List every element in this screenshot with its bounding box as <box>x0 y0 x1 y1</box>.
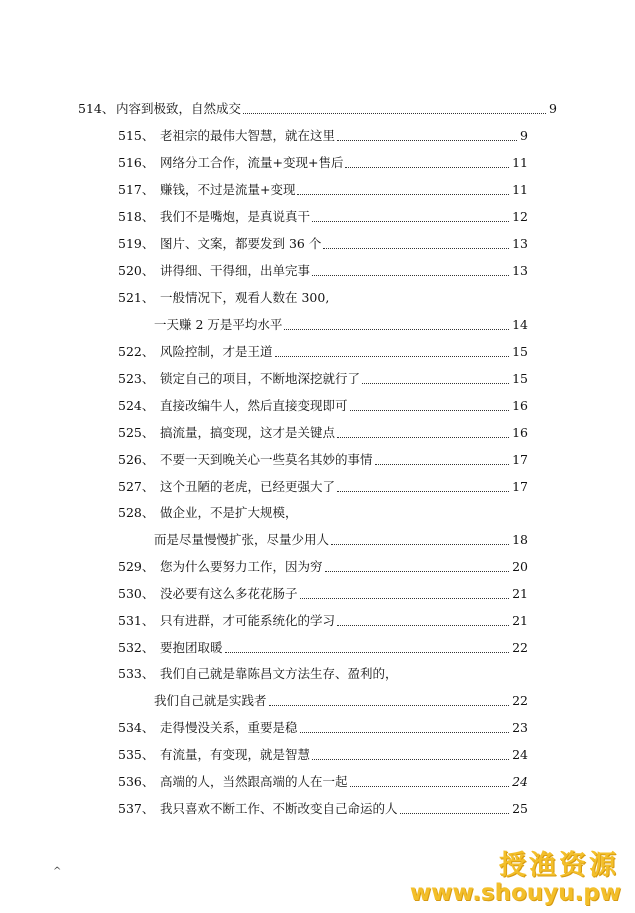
toc-entry[interactable] <box>154 317 528 333</box>
toc-title: 没必要有这么多花花肠子 <box>160 586 298 601</box>
toc-page-number: 13 <box>512 263 528 278</box>
toc-page-number: 13 <box>512 236 528 251</box>
toc-page-number: 24 <box>512 774 528 789</box>
toc-page-number: 12 <box>512 209 528 224</box>
toc-page-number: 16 <box>512 398 528 413</box>
toc-title: 我只喜欢不断工作、不断改变自己命运的人 <box>160 801 398 816</box>
toc-number: 515、 <box>118 128 155 143</box>
footer-mark: ^ <box>53 866 62 877</box>
toc-leader-dots <box>300 597 510 599</box>
toc-page-number: 21 <box>512 613 528 628</box>
toc-leader-dots <box>350 785 510 787</box>
toc-title: 不要一天到晚关心一些莫名其妙的事情 <box>160 452 373 467</box>
toc-page-number: 16 <box>512 425 528 440</box>
toc-number: 529、 <box>118 559 155 574</box>
toc-page-number: 20 <box>512 559 528 574</box>
toc-entry[interactable] <box>118 182 528 198</box>
toc-entry[interactable] <box>118 209 528 225</box>
toc-title: 锁定自己的项目，不断地深挖就行了 <box>160 371 361 386</box>
watermark-url: www.shouyu.pw <box>409 880 621 906</box>
toc-page-number: 22 <box>512 640 528 655</box>
toc-number: 520、 <box>118 263 155 278</box>
toc-leader-dots <box>325 570 510 572</box>
toc-leader-dots <box>323 247 509 249</box>
toc-entry[interactable] <box>118 398 528 414</box>
toc-entry[interactable] <box>118 263 528 279</box>
toc-number: 518、 <box>118 209 155 224</box>
toc-number: 519、 <box>118 236 155 251</box>
toc-number: 534、 <box>118 720 155 735</box>
toc-number: 523、 <box>118 371 155 386</box>
toc-entry[interactable] <box>118 586 528 602</box>
toc-leader-dots <box>297 193 509 195</box>
toc-entry[interactable] <box>118 774 528 790</box>
toc-leader-dots <box>312 220 509 222</box>
toc-number: 526、 <box>118 452 155 467</box>
watermark-title: 授渔资源 <box>499 850 619 881</box>
toc-page-number: 23 <box>512 720 528 735</box>
toc-number: 522、 <box>118 344 155 359</box>
toc-page-number: 17 <box>512 479 528 494</box>
toc-number: 514、 <box>78 101 115 116</box>
toc-leader-dots <box>275 355 510 357</box>
toc-title-continued: 而是尽量慢慢扩张，尽量少用人 <box>154 532 330 547</box>
toc-number: 533、 <box>118 666 155 681</box>
toc-title: 您为什么要努力工作，因为穷 <box>160 559 323 574</box>
toc-title-continued: 我们自己就是实践者 <box>154 693 267 708</box>
toc-page-number: 25 <box>512 801 528 816</box>
toc-leader-dots <box>225 651 510 653</box>
toc-leader-dots <box>362 382 509 384</box>
toc-title: 一般情况下，观看人数在 300, <box>160 290 330 305</box>
toc-title: 风险控制，才是王道 <box>160 344 273 359</box>
toc-title: 内容到极致，自然成交 <box>116 101 242 116</box>
toc-title: 直接改编牛人，然后直接变现即可 <box>160 398 348 413</box>
toc-entry[interactable] <box>118 236 528 252</box>
toc-leader-dots <box>337 436 509 438</box>
toc-entry[interactable] <box>118 155 528 171</box>
toc-entry[interactable] <box>78 101 557 117</box>
toc-leader-dots <box>331 543 509 545</box>
toc-leader-dots <box>350 409 510 411</box>
toc-leader-dots <box>269 704 510 706</box>
toc-title: 走得慢没关系，重要是稳 <box>160 720 298 735</box>
toc-number: 532、 <box>118 640 155 655</box>
toc-title: 这个丑陋的老虎，已经更强大了 <box>160 479 336 494</box>
toc-title: 高端的人，当然跟高端的人在一起 <box>160 774 348 789</box>
toc-leader-dots <box>312 758 509 760</box>
toc-page-number: 11 <box>512 155 528 170</box>
toc-entry[interactable] <box>118 479 528 495</box>
toc-entry[interactable] <box>154 532 528 548</box>
toc-leader-dots <box>400 812 510 814</box>
toc-entry[interactable] <box>118 559 528 575</box>
toc-leader-dots <box>243 112 546 114</box>
toc-title: 网络分工合作，流量+变现+售后 <box>160 155 344 170</box>
toc-page-number: 9 <box>520 128 528 143</box>
toc-page-number: 14 <box>512 317 528 332</box>
toc-title: 我们自己就是靠陈昌文方法生存、盈利的， <box>160 666 398 681</box>
toc-leader-dots <box>300 731 510 733</box>
toc-title: 要抱团取暖 <box>160 640 223 655</box>
toc-title: 图片、文案，都要发到 36 个 <box>160 236 322 251</box>
toc-leader-dots <box>337 624 509 626</box>
toc-number: 535、 <box>118 747 155 762</box>
toc-entry[interactable] <box>118 613 528 629</box>
toc-page-number: 18 <box>512 532 528 547</box>
toc-entry[interactable] <box>118 747 528 763</box>
toc-leader-dots <box>337 139 517 141</box>
toc-number: 524、 <box>118 398 155 413</box>
toc-number: 527、 <box>118 479 155 494</box>
toc-leader-dots <box>284 328 509 330</box>
toc-title-continued: 一天赚 2 万是平均水平 <box>154 317 283 332</box>
toc-entry[interactable] <box>118 425 528 441</box>
toc-page-number: 17 <box>512 452 528 467</box>
toc-entry[interactable] <box>118 801 528 817</box>
toc-number: 528、 <box>118 505 155 520</box>
toc-number: 516、 <box>118 155 155 170</box>
toc-number: 531、 <box>118 613 155 628</box>
toc-number: 537、 <box>118 801 155 816</box>
toc-number: 521、 <box>118 290 155 305</box>
toc-title: 老祖宗的最伟大智慧，就在这里 <box>160 128 336 143</box>
toc-leader-dots <box>345 166 509 168</box>
toc-page-number: 11 <box>512 182 528 197</box>
toc-page-number: 21 <box>512 586 528 601</box>
toc-number: 517、 <box>118 182 155 197</box>
toc-page-number: 22 <box>512 693 528 708</box>
toc-leader-dots <box>312 274 509 276</box>
toc-entry[interactable] <box>118 371 528 387</box>
toc-entry[interactable] <box>118 720 528 736</box>
toc-title: 讲得细、干得细，出单完事 <box>160 263 311 278</box>
toc-title: 只有进群，才可能系统化的学习 <box>160 613 336 628</box>
toc-entry[interactable] <box>118 128 528 144</box>
toc-title: 搞流量，搞变现，这才是关键点 <box>160 425 336 440</box>
toc-entry[interactable] <box>118 452 528 468</box>
toc-page-number: 15 <box>512 344 528 359</box>
toc-number: 530、 <box>118 586 155 601</box>
toc-leader-dots <box>375 463 510 465</box>
toc-title: 有流量，有变现，就是智慧 <box>160 747 311 762</box>
toc-title: 做企业，不是扩大规模， <box>160 505 298 520</box>
toc-page-number: 9 <box>549 101 557 116</box>
toc-entry[interactable] <box>118 640 528 656</box>
toc-entry[interactable] <box>118 344 528 360</box>
toc-number: 536、 <box>118 774 155 789</box>
toc-number: 525、 <box>118 425 155 440</box>
toc-entry[interactable] <box>154 693 528 709</box>
toc-title: 赚钱，不过是流量+变现 <box>160 182 296 197</box>
toc-leader-dots <box>337 490 509 492</box>
toc-page-number: 15 <box>512 371 528 386</box>
toc-page-number: 24 <box>512 747 528 762</box>
toc-title: 我们不是嘴炮，是真说真干 <box>160 209 311 224</box>
